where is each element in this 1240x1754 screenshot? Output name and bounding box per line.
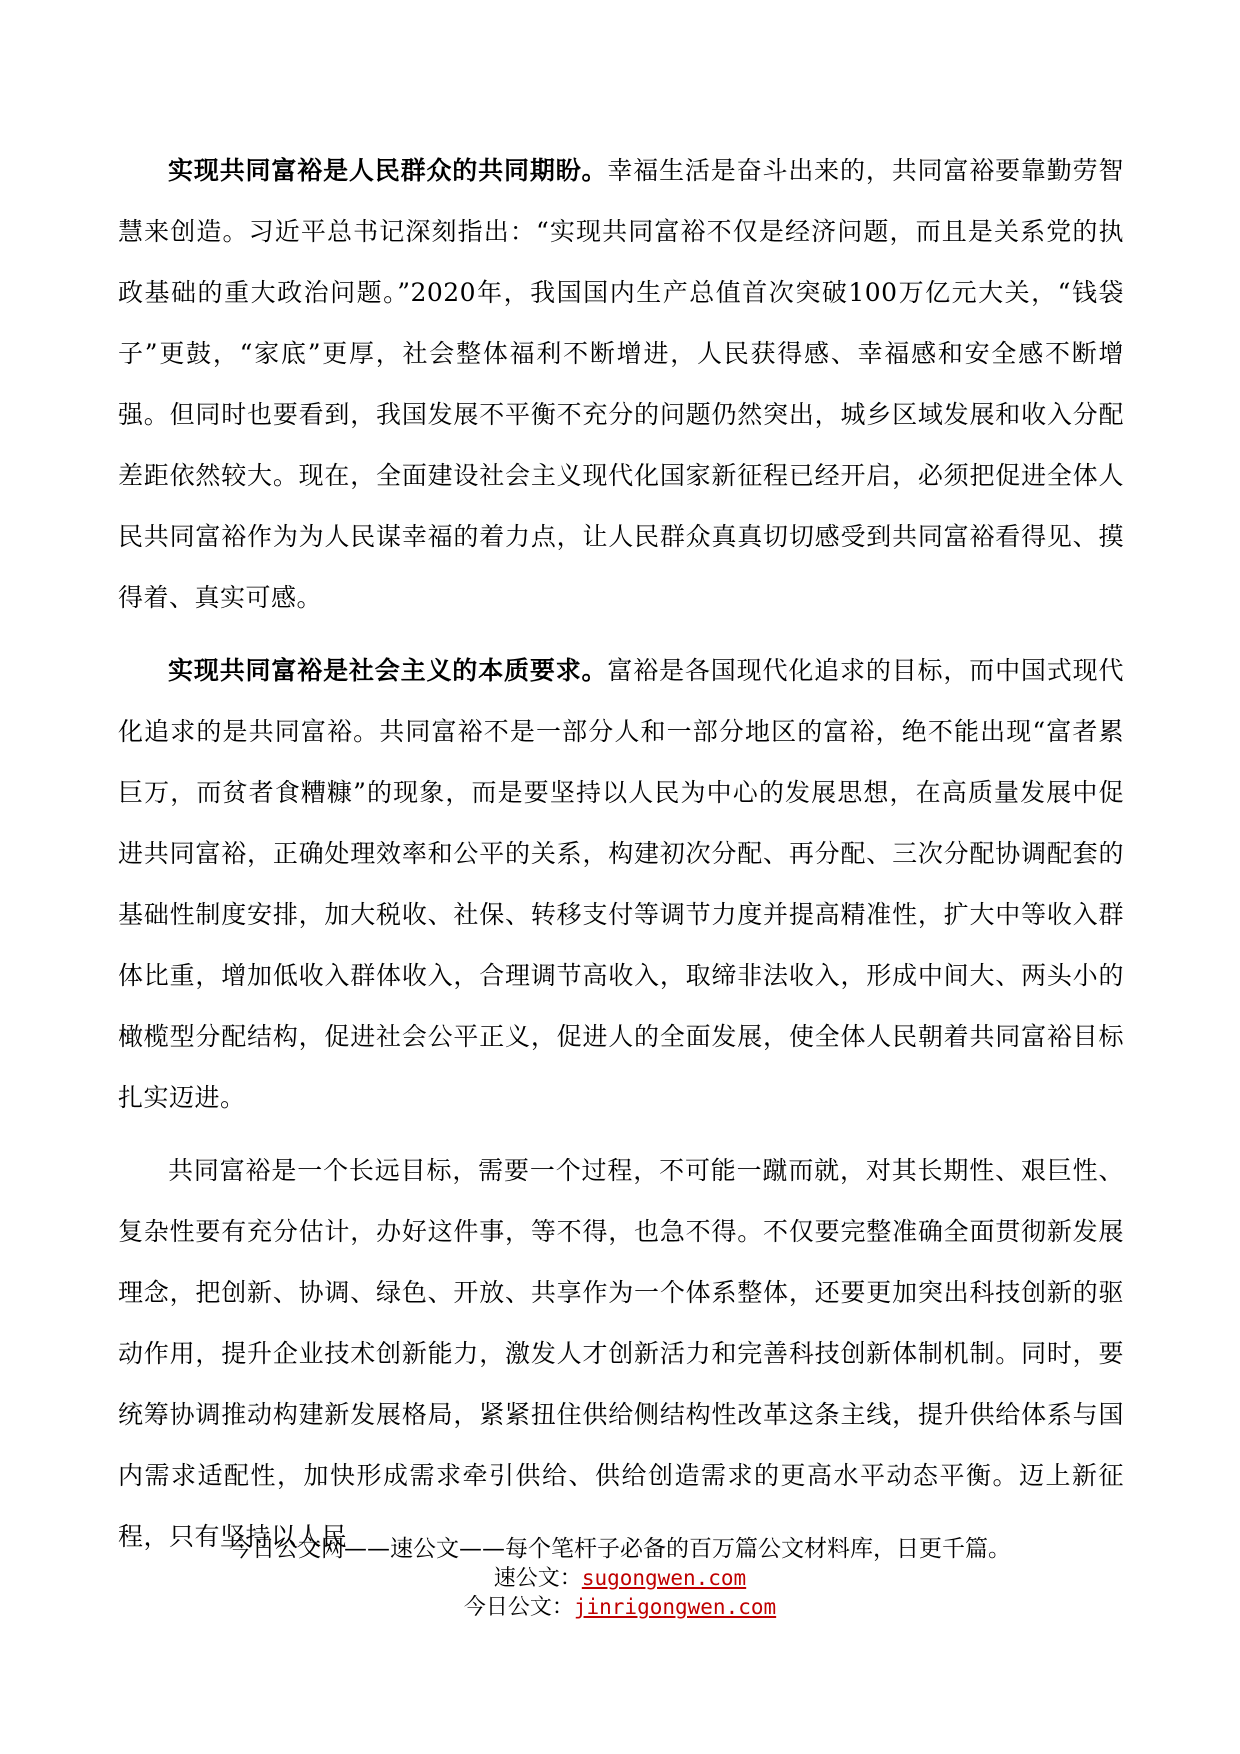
sugongwen-link[interactable]: sugongwen.com: [581, 1566, 747, 1590]
footer: [0, 1534, 1240, 1622]
article-body: [118, 140, 1124, 1579]
paragraph-2-lead: 实现共同富裕是社会主义的本质要求。: [168, 656, 608, 685]
footer-jinrigongwen-label: 今日公文：: [463, 1595, 574, 1620]
footer-sugongwen-line: [0, 1564, 1240, 1593]
paragraph-1-lead: 实现共同富裕是人民群众的共同期盼。: [168, 156, 608, 185]
paragraph-3-text: 共同富裕是一个长远目标，需要一个过程，不可能一蹴而就，对其长期性、艰巨性、复杂性要有充分估计，办好这件事，等不得，也急不得。不仅要完整准确全面贯彻新发展理念，把创新、协调、绿色、开放、共享作为一个体系整体，还要更加突出科技创新的驱动作用，提升企业技术创新能力，激发人才创新活力和完善科技创新体制机制。同时，要统筹协调推动构建新发展格局，紧紧扭住供给侧结构性改革这条主线，提升供给体系与国内需求适配性，加快形成需求牵引供给、供给创造需求的更高水平动态平衡。迈上新征程，只有坚持以人民: [118, 1156, 1124, 1551]
paragraph-2: [118, 640, 1124, 1128]
footer-jinrigongwen-line: [0, 1593, 1240, 1622]
footer-tagline: 今日公文网——速公文——每个笔杆子必备的百万篇公文材料库，日更千篇。: [229, 1536, 1011, 1562]
paragraph-3: [118, 1140, 1124, 1567]
jinrigongwen-link[interactable]: jinrigongwen.com: [573, 1595, 777, 1619]
paragraph-1-text: 幸福生活是奋斗出来的，共同富裕要靠勤劳智慧来创造。习近平总书记深刻指出：“实现共同富裕不仅是经济问题，而且是关系党的执政基础的重大政治问题。”2020年，我国国内生产总值首次突破100万亿元大关，“钱袋子”更鼓，“家底”更厚，社会整体福利不断增进，人民获得感、幸福感和安全感不断增强。但同时也要看到，我国发展不平衡不充分的问题仍然突出，城乡区域发展和收入分配差距依然较大。现在，全面建设社会主义现代化国家新征程已经开启，必须把促进全体人民共同富裕作为为人民谋幸福的着力点，让人民群众真真切切感受到共同富裕看得见、摸得着、真实可感。: [118, 156, 1124, 612]
paragraph-2-text: 富裕是各国现代化追求的目标，而中国式现代化追求的是共同富裕。共同富裕不是一部分人和一部分地区的富裕，绝不能出现“富者累巨万，而贫者食糟糠”的现象，而是要坚持以人民为中心的发展思想，在高质量发展中促进共同富裕，正确处理效率和公平的关系，构建初次分配、再分配、三次分配协调配套的基础性制度安排，加大税收、社保、转移支付等调节力度并提高精准性，扩大中等收入群体比重，增加低收入群体收入，合理调节高收入，取缔非法收入，形成中间大、两头小的橄榄型分配结构，促进社会公平正义，促进人的全面发展，使全体人民朝着共同富裕目标扎实迈进。: [118, 656, 1124, 1112]
paragraph-1: [118, 140, 1124, 628]
footer-sugongwen-label: 速公文：: [493, 1566, 582, 1591]
